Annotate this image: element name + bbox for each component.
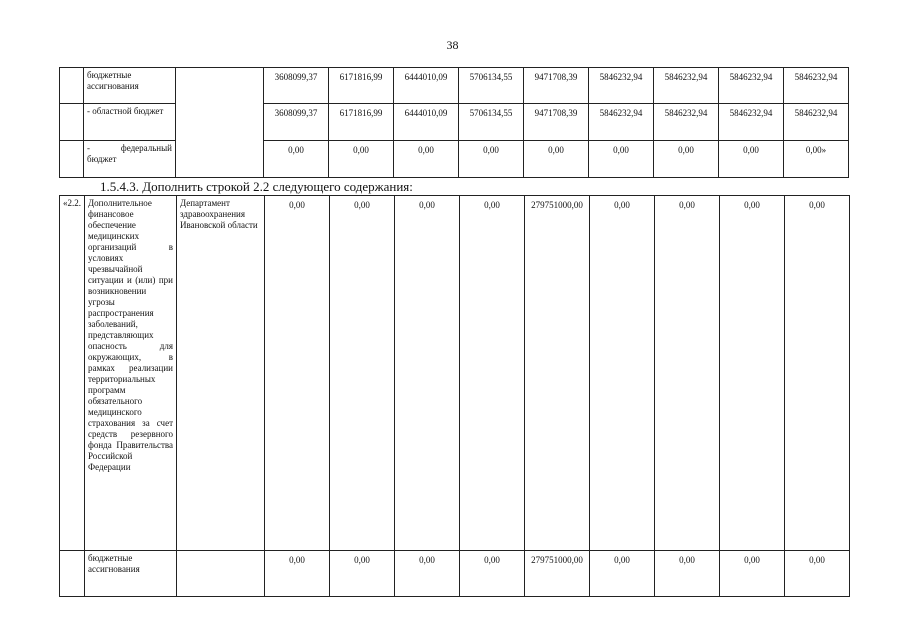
value-cell: 0,00 — [719, 141, 784, 178]
value-cell: 0,00 — [785, 551, 850, 597]
value-cell: 5706134,55 — [459, 68, 524, 104]
row-label: - федеральный бюджет — [84, 141, 176, 178]
value-cell: 5846232,94 — [589, 68, 654, 104]
value-cell: 9471708,39 — [524, 104, 589, 141]
value-cell: 0,00 — [395, 196, 460, 551]
value-cell: 5846232,94 — [719, 104, 784, 141]
value-cell: 0,00 — [655, 551, 720, 597]
row-number-cell — [60, 551, 85, 597]
value-cell: 9471708,39 — [524, 68, 589, 104]
section-heading: 1.5.4.3. Дополнить строкой 2.2 следующего содержания: — [100, 179, 413, 194]
row-number-cell — [60, 68, 84, 104]
value-cell: 0,00 — [720, 551, 785, 597]
value-cell: 0,00 — [655, 196, 720, 551]
measure-title: Дополнительное финансовое обеспечение медицинских организаций в условиях чрезвычайной ситуации и (или) при возникновении угрозы распространения заболеваний, представляющих опасность для окружающих, в рамках реализации территориальных программ обязательного медицинского страхования за счет средств резервного фонда Правительства Российской Федерации — [85, 196, 177, 551]
value-cell: 3608099,37 — [264, 68, 329, 104]
value-cell: 0,00 — [460, 196, 525, 551]
value-cell: 5846232,94 — [784, 104, 849, 141]
value-cell: 5846232,94 — [654, 68, 719, 104]
value-cell: 6171816,99 — [329, 104, 394, 141]
executor-cell — [176, 68, 264, 178]
row-label: бюджетные ассигнования — [84, 68, 176, 104]
row-label: - областной бюджет — [84, 104, 176, 141]
value-cell: 3608099,37 — [264, 104, 329, 141]
value-cell: 6444010,09 — [394, 104, 459, 141]
value-cell: 0,00 — [589, 141, 654, 178]
value-cell: 279751000,00 — [525, 551, 590, 597]
page-number: 38 — [446, 38, 459, 52]
value-cell: 0,00 — [329, 141, 394, 178]
value-cell: 0,00 — [590, 551, 655, 597]
value-cell: 0,00» — [784, 141, 849, 178]
value-cell: 5706134,55 — [459, 104, 524, 141]
executor-cell: Департамент здравоохранения Ивановской области — [177, 196, 265, 551]
table-row — [60, 68, 849, 104]
budget-table-bottom — [59, 195, 850, 597]
row-number-cell: «2.2. — [60, 196, 85, 551]
row-number-cell — [60, 141, 84, 178]
value-cell: 5846232,94 — [784, 68, 849, 104]
budget-table-top — [59, 67, 849, 178]
value-cell: 0,00 — [720, 196, 785, 551]
value-cell: 279751000,00 — [525, 196, 590, 551]
table-row — [60, 551, 850, 597]
table-row — [60, 196, 850, 551]
value-cell: 0,00 — [265, 551, 330, 597]
value-cell: 0,00 — [330, 196, 395, 551]
value-cell: 0,00 — [459, 141, 524, 178]
executor-cell — [177, 551, 265, 597]
value-cell: 0,00 — [264, 141, 329, 178]
row-label: бюджетные ассигнования — [85, 551, 177, 597]
value-cell: 0,00 — [265, 196, 330, 551]
value-cell: 5846232,94 — [654, 104, 719, 141]
value-cell: 0,00 — [590, 196, 655, 551]
value-cell: 6444010,09 — [394, 68, 459, 104]
value-cell: 6171816,99 — [329, 68, 394, 104]
value-cell: 0,00 — [330, 551, 395, 597]
value-cell: 0,00 — [394, 141, 459, 178]
row-number-cell — [60, 104, 84, 141]
value-cell: 0,00 — [785, 196, 850, 551]
value-cell: 0,00 — [460, 551, 525, 597]
value-cell: 0,00 — [395, 551, 460, 597]
value-cell: 5846232,94 — [719, 68, 784, 104]
value-cell: 0,00 — [654, 141, 719, 178]
value-cell: 0,00 — [524, 141, 589, 178]
value-cell: 5846232,94 — [589, 104, 654, 141]
